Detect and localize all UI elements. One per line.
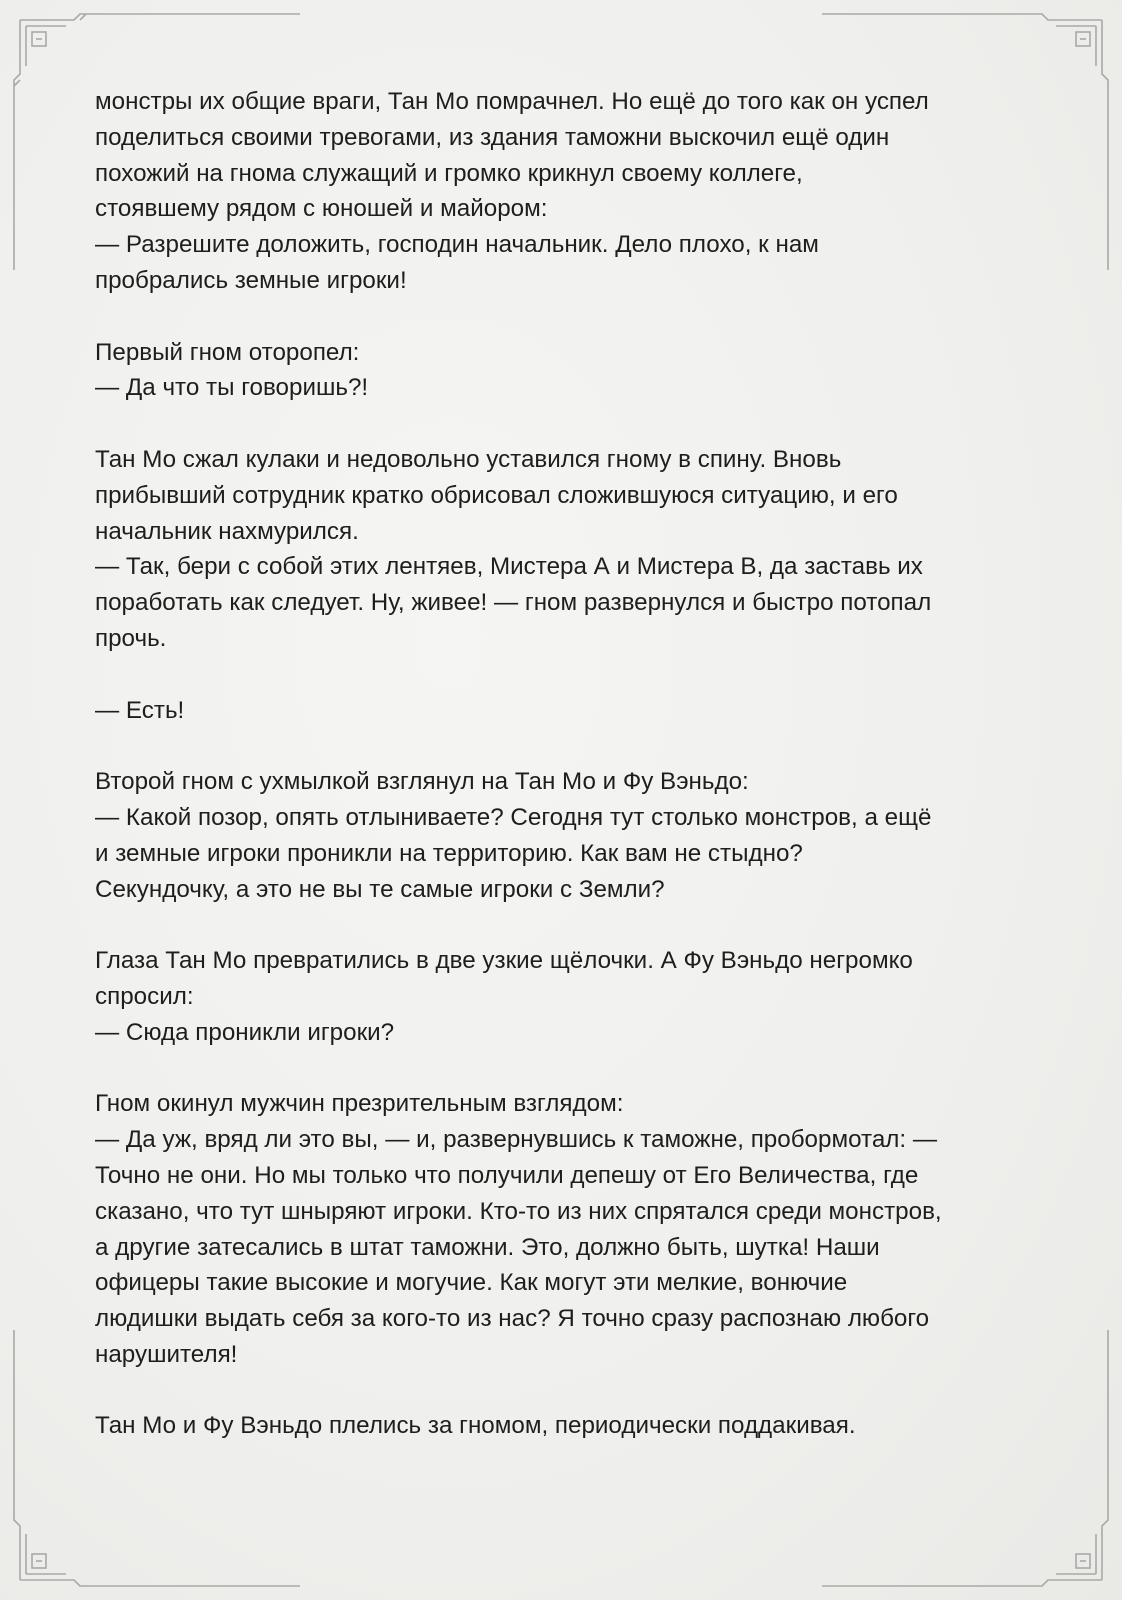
text-line: — Да уж, вряд ли это вы, — и, развернувшись к таможне, пробормотал: —: [95, 1126, 938, 1154]
paragraph: [95, 764, 1035, 907]
paragraph: [95, 84, 1035, 299]
text-line: Тан Мо сжал кулаки и недовольно уставился гному в спину. Вновь: [95, 445, 842, 473]
text-line: Точно не они. Но мы только что получили депешу от Его Величества, где: [95, 1161, 919, 1189]
text-line: спросил:: [95, 982, 194, 1010]
text-line: Секундочку, а это не вы те самые игроки с Земли?: [95, 875, 665, 903]
text-line: Первый гном оторопел:: [95, 338, 360, 366]
text-line: прибывший сотрудник кратко обрисовал сложившуюся ситуацию, и его: [95, 481, 898, 509]
text-line: сказано, что тут шныряют игроки. Кто-то из них спрятался среди монстров,: [95, 1197, 942, 1225]
text-line: нарушителя!: [95, 1340, 238, 1368]
text-line: прочь.: [95, 624, 167, 652]
paragraph: [95, 693, 1035, 729]
text-line: пробрались земные игроки!: [95, 266, 407, 294]
paragraph: [95, 1086, 1035, 1372]
text-line: Глаза Тан Мо превратились в две узкие щёлочки. А Фу Вэньдо негромко: [95, 947, 913, 975]
text-line: Второй гном с ухмылкой взглянул на Тан Мо и Фу Вэньдо:: [95, 768, 749, 796]
text-line: начальник нахмурился.: [95, 517, 359, 545]
paragraph: [95, 442, 1035, 657]
text-line: — Какой позор, опять отлыниваете? Сегодня тут столько монстров, а ещё: [95, 803, 932, 831]
text-line: и земные игроки проникли на территорию. Как вам не стыдно?: [95, 839, 803, 867]
text-line: — Да что ты говоришь?!: [95, 374, 369, 402]
text-line: стоявшему рядом с юношей и майором:: [95, 195, 548, 223]
body-text: [95, 84, 1035, 1480]
text-line: — Сюда проникли игроки?: [95, 1018, 395, 1046]
text-line: похожий на гнома служащий и громко крикнул своему коллеге,: [95, 159, 803, 187]
text-line: а другие затесались в штат таможни. Это, должно быть, шутка! Наши: [95, 1233, 880, 1261]
text-line: — Так, бери с собой этих лентяев, Мистера А и Мистера В, да заставь их: [95, 553, 923, 581]
paragraph: [95, 1408, 1035, 1444]
paragraph: [95, 335, 1035, 407]
text-line: монстры их общие враги, Тан Мо помрачнел. Но ещё до того как он успел: [95, 88, 929, 115]
text-line: людишки выдать себя за кого-то из нас? Я точно сразу распознаю любого: [95, 1305, 930, 1333]
text-line: — Разрешите доложить, господин начальник. Дело плохо, к нам: [95, 231, 819, 259]
text-line: офицеры такие высокие и могучие. Как могут эти мелкие, вонючие: [95, 1269, 848, 1297]
text-line: поделиться своими тревогами, из здания таможни выскочил ещё один: [95, 123, 890, 151]
text-line: Тан Мо и Фу Вэньдо плелись за гномом, периодически поддакивая.: [95, 1412, 856, 1440]
paragraph: [95, 943, 1035, 1050]
text-line: — Есть!: [95, 696, 185, 724]
text-line: Гном окинул мужчин презрительным взглядом:: [95, 1090, 624, 1118]
text-line: поработать как следует. Ну, живее! — гном развернулся и быстро потопал: [95, 589, 932, 617]
